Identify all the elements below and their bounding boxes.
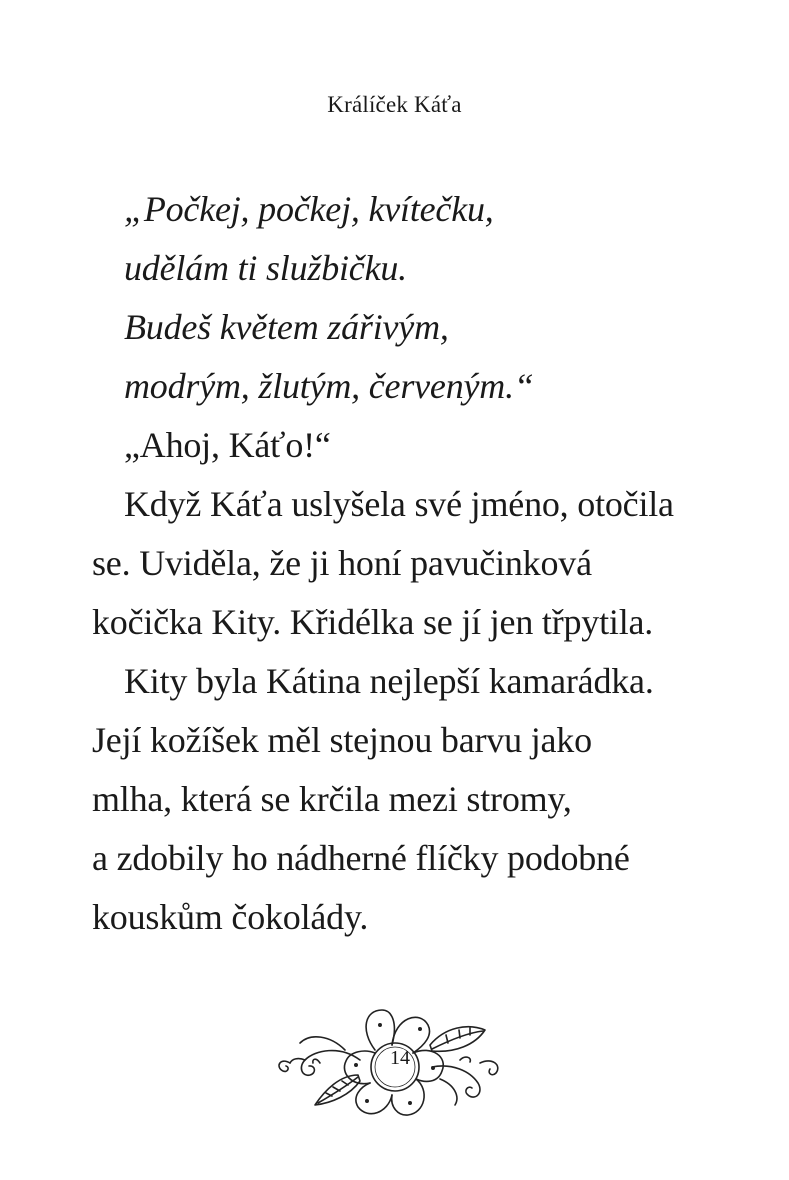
text-line: Její kožíšek měl stejnou barvu jako xyxy=(92,720,592,760)
body-text xyxy=(92,180,712,947)
poem-line: udělám ti službičku. xyxy=(124,248,407,288)
text-line: Když Káťa uslyšela své jméno, otočila xyxy=(124,484,674,524)
text-line: kočička Kity. Křidélka se jí jen třpytila. xyxy=(92,602,654,642)
text-line: „Ahoj, Káťo!“ xyxy=(124,425,331,465)
text-line: kouskům čokolády. xyxy=(92,897,369,937)
poem-line: „Počkej, počkej, kvítečku, xyxy=(124,189,494,229)
text-line: Kity byla Kátina nejlepší kamarádka. xyxy=(124,661,654,701)
running-head: Králíček Káťa xyxy=(327,92,462,117)
text-line: a zdobily ho nádherné flíčky podobné xyxy=(92,838,630,878)
poem-line: Budeš květem zářivým, xyxy=(124,307,449,347)
text-line: mlha, která se krčila mezi stromy, xyxy=(92,779,572,819)
page-number: 14 xyxy=(390,1047,410,1069)
text-line: se. Uviděla, že ji honí pavučinková xyxy=(92,543,592,583)
poem-line: modrým, žlutým, červeným.“ xyxy=(124,366,534,406)
